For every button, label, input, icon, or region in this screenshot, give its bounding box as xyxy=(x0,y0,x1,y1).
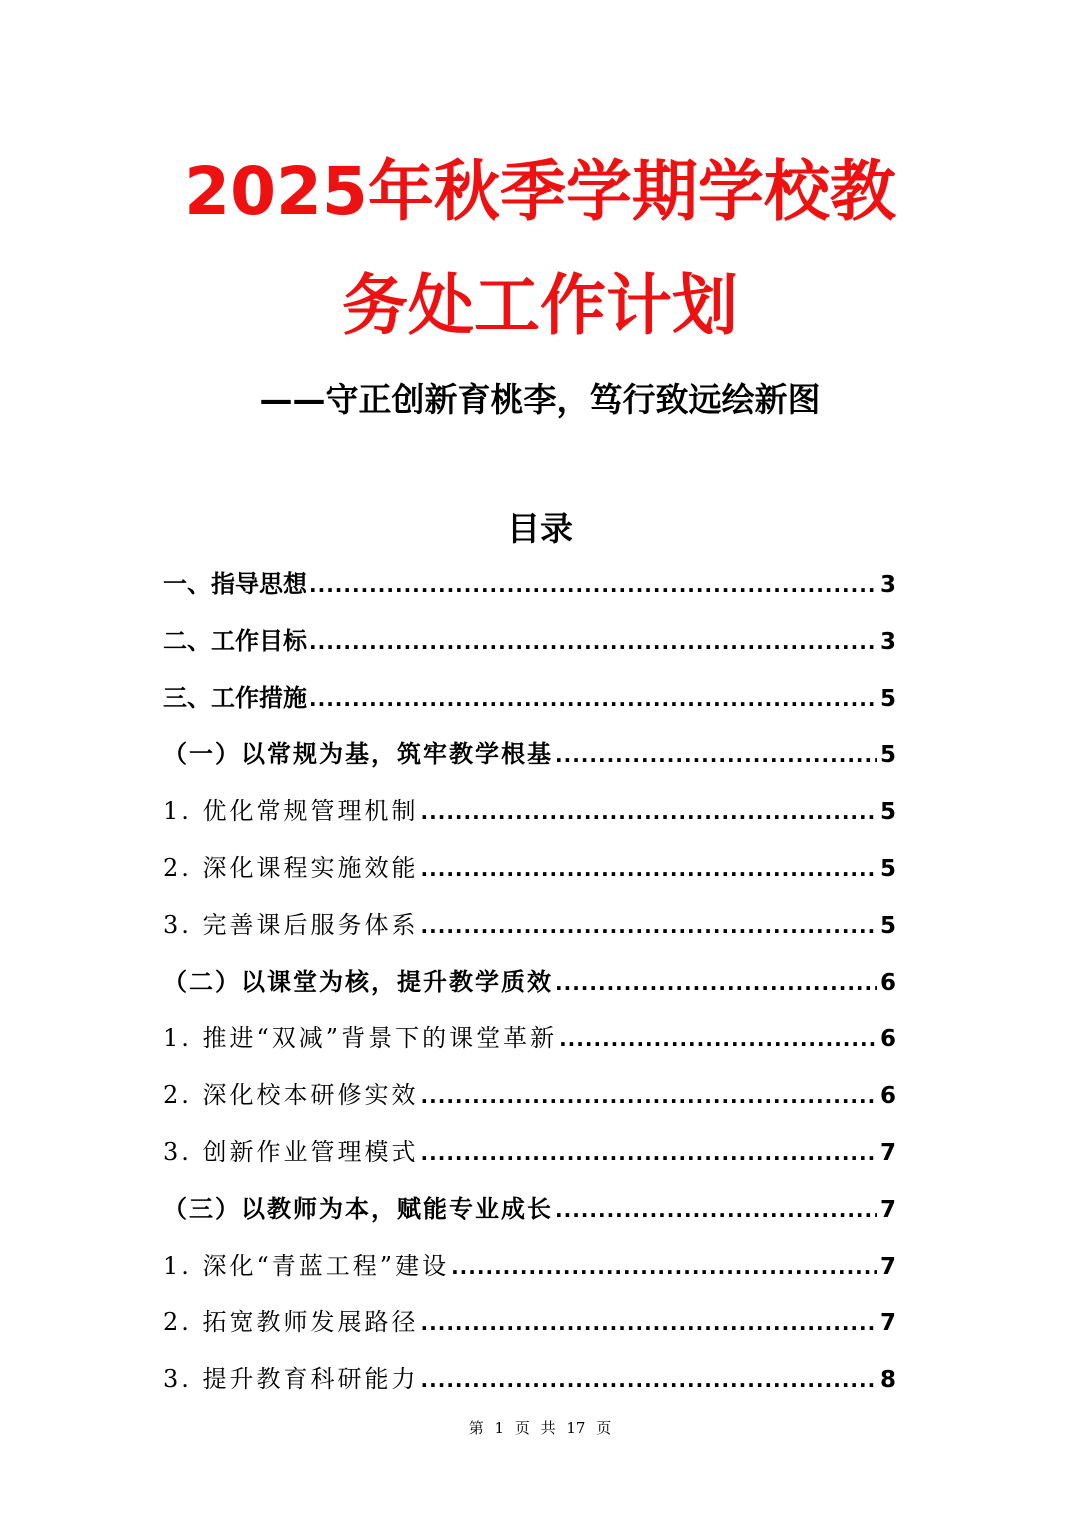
toc-entry-label: 2. 深化校本研修实效 xyxy=(163,1081,419,1110)
toc-entry[interactable] xyxy=(163,1238,896,1295)
toc-entry[interactable] xyxy=(163,726,896,783)
toc-dot-leader xyxy=(421,1352,877,1409)
toc-entry-label: （二）以课堂为核，提升教学质效 xyxy=(163,966,553,996)
toc-entry-page: 7 xyxy=(879,1196,896,1223)
toc-dot-leader xyxy=(309,614,877,671)
toc-entry-page: 5 xyxy=(879,685,896,712)
document-title-line-2: 务处工作计划 xyxy=(342,267,738,344)
page-footer: 第 1 页 共 17 页 xyxy=(468,1419,612,1437)
toc-entry-page: 6 xyxy=(879,969,896,996)
toc-entry-page: 5 xyxy=(879,799,896,826)
toc-entry-label: 1. 优化常规管理机制 xyxy=(163,797,419,826)
toc-entry[interactable] xyxy=(163,1351,896,1408)
toc-dot-leader xyxy=(309,671,877,728)
toc-dot-leader xyxy=(559,1011,877,1068)
toc-entry[interactable] xyxy=(163,783,896,840)
toc-entry-page: 5 xyxy=(879,742,896,769)
toc-entry-label: 1. 深化“青蓝工程”建设 xyxy=(163,1251,450,1280)
toc-dot-leader xyxy=(555,727,877,784)
toc-entry[interactable] xyxy=(163,840,896,897)
toc-entry[interactable] xyxy=(163,556,896,613)
table-of-contents xyxy=(163,556,896,1408)
toc-entry[interactable] xyxy=(163,1067,896,1124)
toc-entry-page: 6 xyxy=(879,1026,896,1053)
toc-entry[interactable] xyxy=(163,1010,896,1067)
toc-entry-label: （一）以常规为基，筑牢教学根基 xyxy=(163,739,553,769)
toc-entry-label: 一、指导思想 xyxy=(163,570,307,598)
toc-dot-leader xyxy=(421,898,877,955)
toc-dot-leader xyxy=(309,557,877,614)
toc-dot-leader xyxy=(421,1068,877,1125)
toc-entry-label: 1. 推进“双减”背景下的课堂革新 xyxy=(163,1024,558,1053)
toc-entry[interactable] xyxy=(163,670,896,727)
toc-entry-page: 5 xyxy=(879,855,896,882)
toc-entry-page: 5 xyxy=(879,912,896,939)
toc-entry-page: 7 xyxy=(879,1253,896,1280)
toc-entry[interactable] xyxy=(163,1294,896,1351)
toc-entry[interactable] xyxy=(163,1181,896,1238)
toc-entry-page: 3 xyxy=(879,572,896,598)
toc-entry-label: 2. 拓宽教师发展路径 xyxy=(163,1308,419,1337)
toc-entry[interactable] xyxy=(163,1124,896,1181)
toc-dot-leader xyxy=(555,955,877,1012)
toc-dot-leader xyxy=(421,1125,877,1182)
toc-entry-label: 3. 创新作业管理模式 xyxy=(163,1137,419,1166)
toc-entry-label: 3. 提升教育科研能力 xyxy=(163,1365,419,1394)
toc-entry-label: 三、工作措施 xyxy=(163,683,307,712)
toc-entry-page: 7 xyxy=(879,1310,896,1337)
toc-dot-leader xyxy=(421,841,877,898)
toc-entry-page: 6 xyxy=(879,1083,896,1110)
toc-entry-page: 7 xyxy=(879,1139,896,1166)
toc-entry[interactable] xyxy=(163,613,896,670)
toc-entry-label: 3. 完善课后服务体系 xyxy=(163,910,419,939)
toc-entry-label: （三）以教师为本，赋能专业成长 xyxy=(163,1193,553,1223)
toc-entry-page: 8 xyxy=(879,1367,896,1394)
document-title-line-1: 2025年秋季学期学校教 xyxy=(184,153,896,230)
toc-entry-label: 2. 深化课程实施效能 xyxy=(163,853,419,882)
toc-dot-leader xyxy=(421,1295,877,1352)
toc-entry-page: 3 xyxy=(879,628,896,655)
toc-entry-label: 二、工作目标 xyxy=(163,626,307,655)
toc-entry[interactable] xyxy=(163,897,896,954)
document-subtitle: ——守正创新育桃李，笃行致远绘新图 xyxy=(259,380,821,419)
toc-dot-leader xyxy=(451,1239,877,1296)
toc-heading: 目录 xyxy=(507,509,573,548)
toc-dot-leader xyxy=(555,1182,877,1239)
toc-dot-leader xyxy=(421,784,877,841)
toc-entry[interactable] xyxy=(163,954,896,1011)
